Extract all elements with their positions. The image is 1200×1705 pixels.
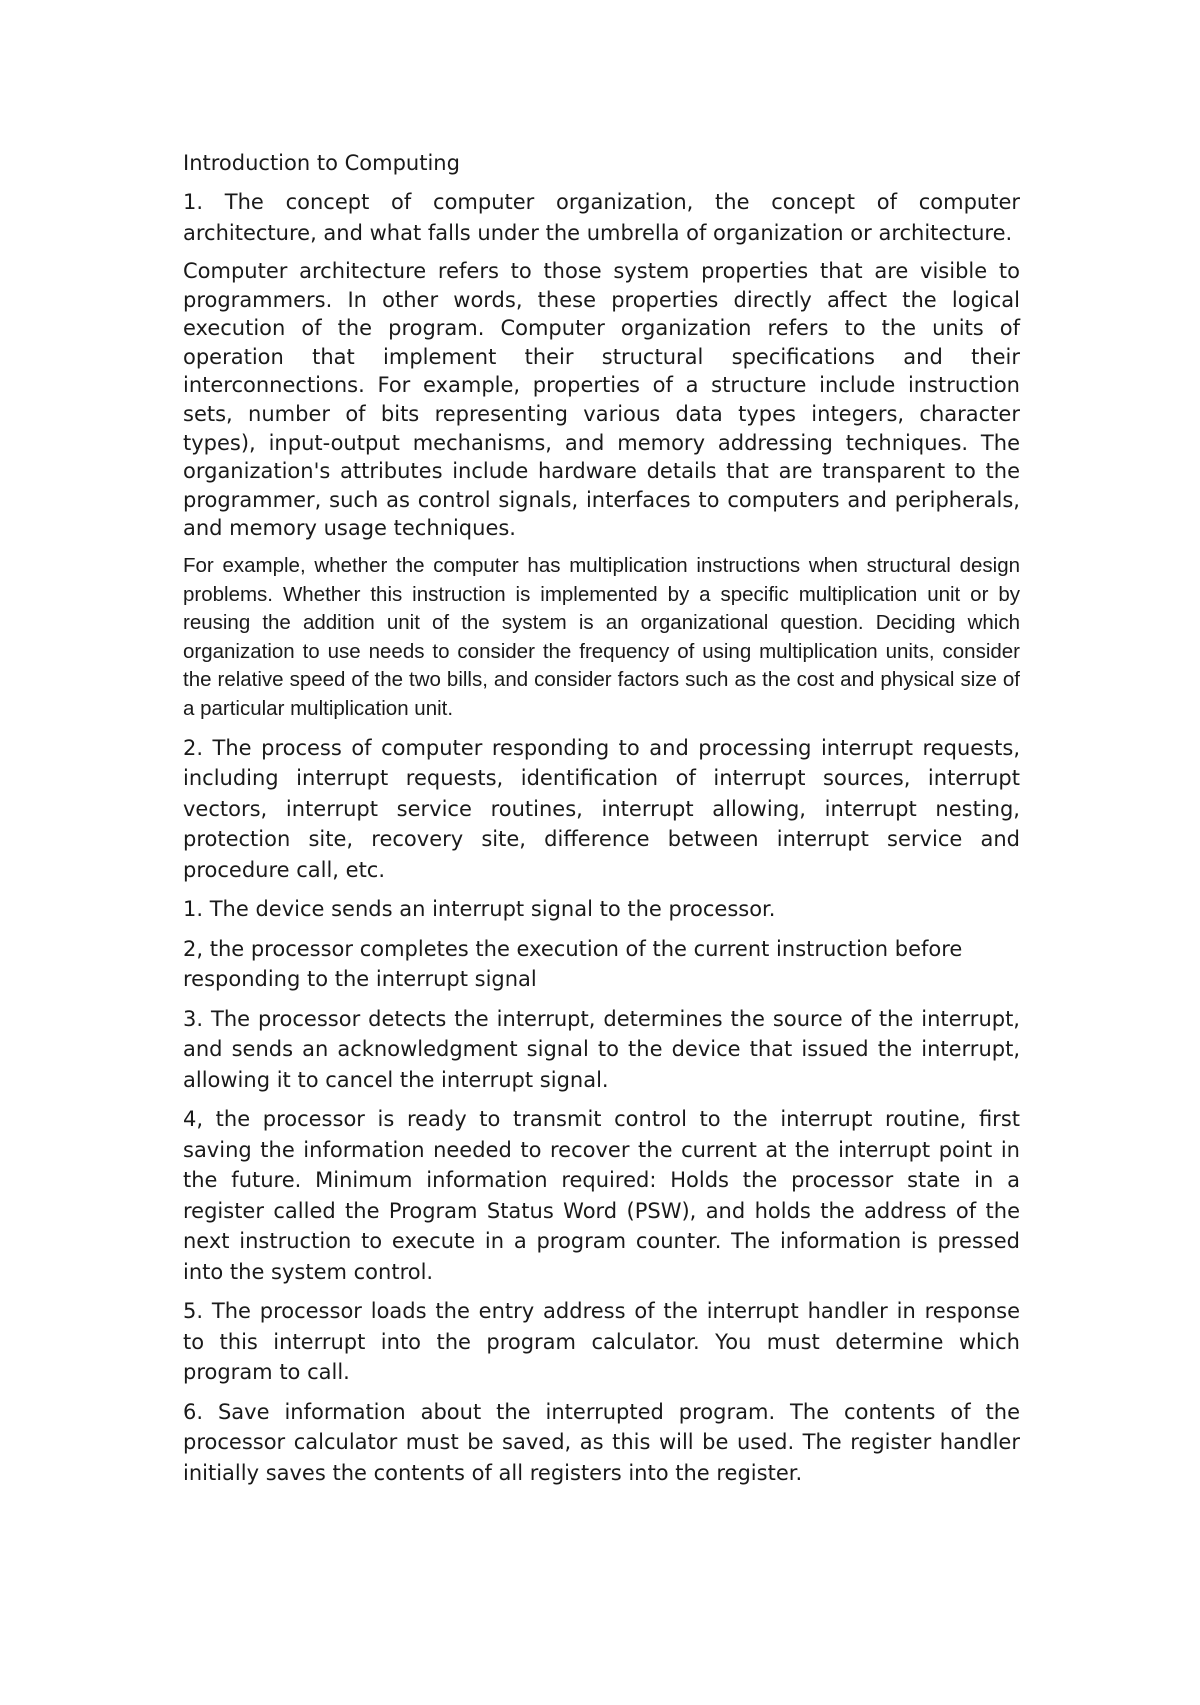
paragraph-architecture-definition: Computer architecture refers to those system properties that are visible to programmers. In other words, these properties directly affect the logical execution of the program. Computer organization refers to the units of operation that implement their structural specifications and their interconnections. For example, properties of a structure include instruction sets, number of bits representing various data types integers, character types), input-output mechanisms, and memory addressing techniques. The organization's attributes include hardware details that are transparent to the programmer, such as control signals, interfaces to computers and peripherals, and memory usage techniques.: [183, 259, 1020, 541]
paragraph-step-6: 6. Save information about the interrupted program. The contents of the processor calculator must be saved, as this will be used. The register handler initially saves the contents of all registers into the register.: [183, 1399, 1020, 1485]
paragraph-step-3: 3. The processor detects the interrupt, determines the source of the interrupt, and sends an acknowledgment signal to the device that issued the interrupt, allowing it to cancel the interrupt signal.: [183, 1006, 1020, 1092]
paragraph-step-5: 5. The processor loads the entry address of the interrupt handler in response to this interrupt into the program calculator. You must determine which program to call.: [183, 1299, 1020, 1384]
paragraph-step-2: 2, the processor completes the execution of the current instruction before responding to the interrupt signal: [183, 936, 963, 991]
paragraph-step-4: 4, the processor is ready to transmit control to the interrupt routine, first saving the information needed to recover the current at the interrupt point in the future. Minimum information required: Holds the processor state in a register called the Program Status Word (PSW), and holds the address of the next instruction to execute in a program counter. The information is pressed into the system control.: [183, 1107, 1020, 1284]
document-title: Introduction to Computing: [183, 151, 460, 175]
paragraph-step-1: 1. The device sends an interrupt signal to the processor.: [183, 897, 776, 921]
document-body: [183, 148, 1020, 1497]
paragraph-question-1: 1. The concept of computer organization, the concept of computer architecture, and what falls under the umbrella of organization or architecture.: [183, 190, 1020, 245]
paragraph-question-2: 2. The process of computer responding to and processing interrupt requests, including interrupt requests, identification of interrupt sources, interrupt vectors, interrupt service routines, interrupt allowing, interrupt nesting, protection site, recovery site, difference between interrupt service and procedure call, etc.: [183, 735, 1020, 882]
paragraph-multiplication-example: For example, whether the computer has multiplication instructions when structural design problems. Whether this instruction is implemented by a specific multiplication unit or by reusing the addition unit of the system is an organizational question. Deciding which organization to use needs to consider the frequency of using multiplication units, consider the relative speed of the two bills, and consider factors such as the cost and physical size of a particular multiplication unit.: [183, 553, 1020, 720]
